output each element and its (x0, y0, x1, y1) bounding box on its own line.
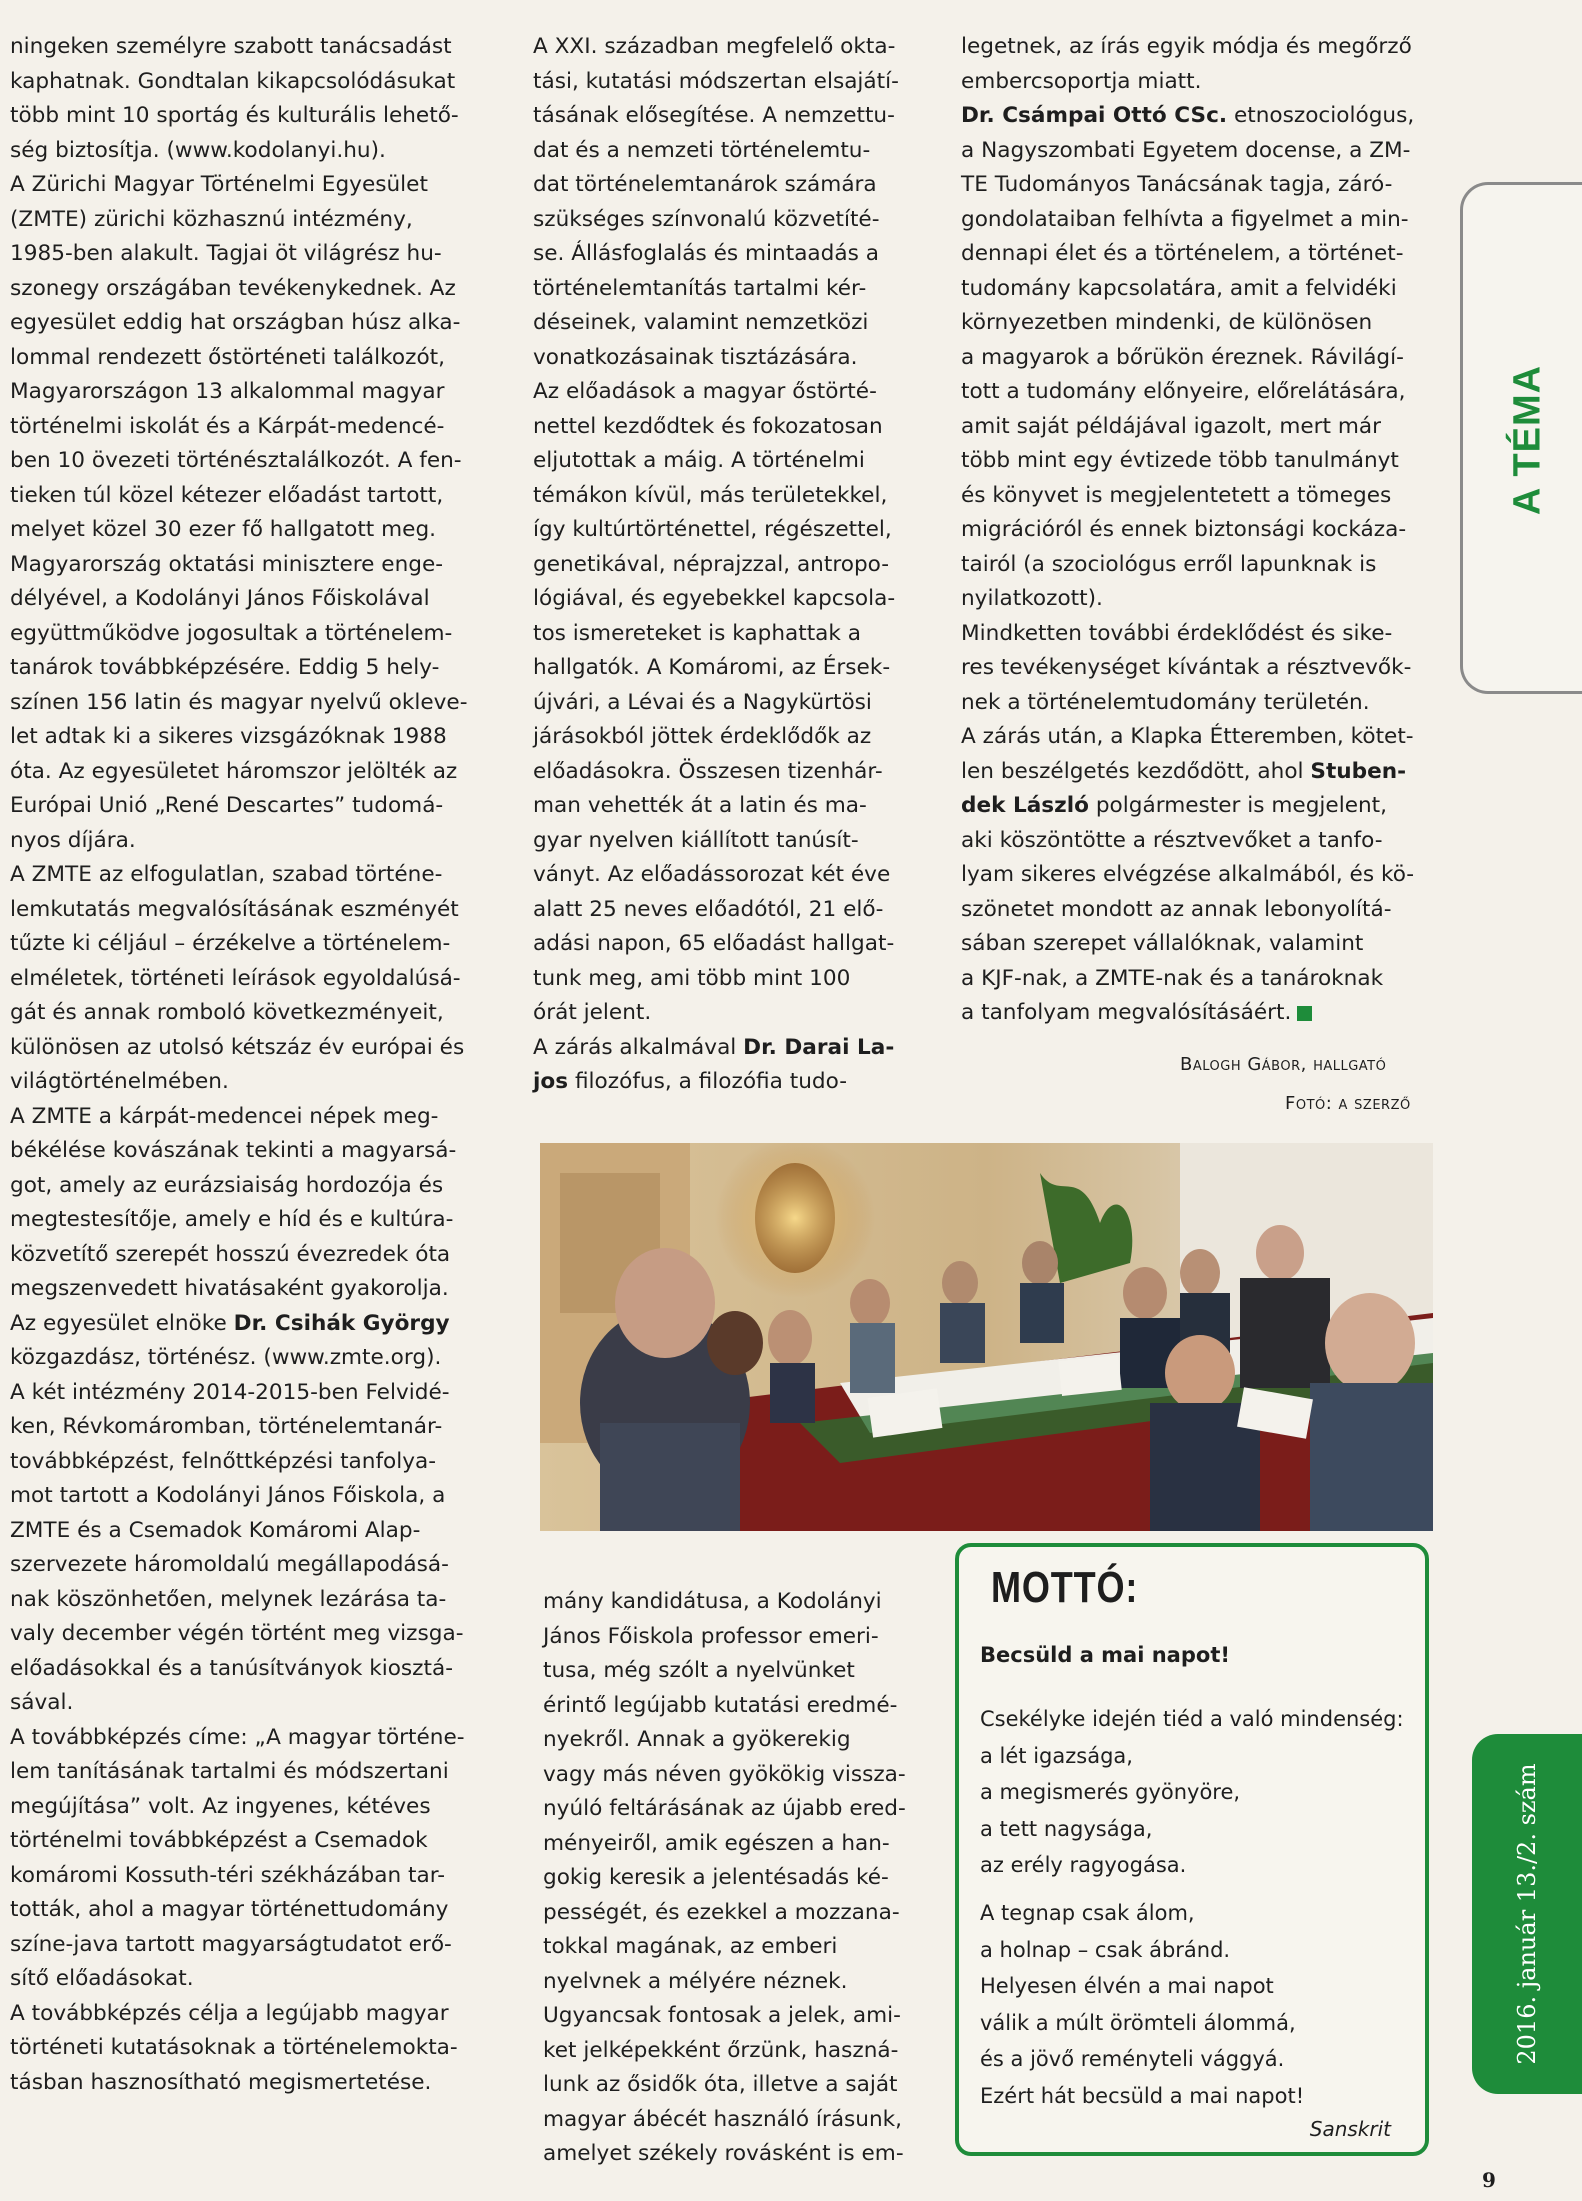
text-line: Ugyancsak fontosak a jelek, ami- (543, 2003, 901, 2028)
article-column-2-continued (543, 1585, 923, 2172)
text-line: közvetítő szerepét hosszú évezredek óta (10, 1241, 451, 1267)
person-name-stubendek: Stuben- (1310, 758, 1407, 784)
text-line: pességét, és ezekkel a mozzana- (543, 1899, 900, 1925)
text-line: nyos díjára. (10, 827, 136, 853)
text-line: A zárás után, a Klapka Étteremben, kötet- (961, 724, 1414, 749)
text-line: gondolataiban felhívta a figyelmet a min- (961, 206, 1409, 232)
text-line: tűzte ki céljául – érzékelve a történelem- (10, 931, 451, 956)
text-line: órát jelent. (533, 1000, 652, 1025)
text-line: tokkal magának, az emberi (543, 1934, 838, 1959)
poem-line: az erély ragyogása. (980, 1853, 1187, 1877)
text-line: tairól (a szociológus erről lapunknak is (961, 551, 1377, 577)
event-photo-drawing (540, 1143, 1433, 1531)
text-fragment: Az egyesület elnöke (10, 1310, 234, 1336)
text-line: legetnek, az írás egyik módja és megőrző (961, 34, 1412, 59)
text-line (961, 789, 1431, 824)
text-line: közgazdász, történész. (www.zmte.org). (10, 1345, 442, 1370)
text-fragment: filozófus, a filozófia tudo- (568, 1069, 847, 1094)
event-photo (540, 1143, 1433, 1531)
poem-line: Ezért hát becsüld a mai napot! (980, 2083, 1305, 2108)
text-line: A két intézmény 2014-2015-ben Felvidé- (10, 1379, 450, 1405)
text-line: A Zürichi Magyar Történelmi Egyesület (10, 172, 428, 197)
text-line: mot tartott a Kodolányi János Főiskola, a (10, 1483, 446, 1508)
text-line: hallgatók. A Komáromi, az Érsek- (533, 655, 891, 680)
text-line: TE Tudományos Tanácsának tagja, záró- (961, 172, 1393, 197)
text-line: tanárok továbbképzésére. Eddig 5 hely- (10, 655, 440, 680)
article-column-3 (961, 30, 1431, 1031)
text-line: tudomány kapcsolatára, amit a felvidéki (961, 275, 1397, 301)
poem-line: a lét igazsága, (980, 1743, 1133, 1768)
text-line: megszenvedett hivatásaként gyakorolja. (10, 1276, 449, 1301)
person-name-csampai: Dr. Csámpai Ottó CSc. (961, 103, 1228, 128)
text-line (10, 1307, 540, 1342)
article-end-square-icon (1297, 1006, 1312, 1021)
text-line: továbbképzést, felnőttképzési tanfolya- (10, 1448, 437, 1474)
text-line: vonatkozásainak tisztázására. (533, 344, 858, 370)
text-line: egyesület eddig hat országban húsz alka- (10, 310, 461, 335)
section-tab-label (1498, 364, 1558, 516)
text-line: genetikával, néprajzzal, antropo- (533, 551, 890, 577)
text-line: dat történelemtanárok számára (533, 172, 877, 197)
text-line: mány kandidátusa, a Kodolányi (543, 1589, 882, 1614)
text-line: együttműködve jogosultak a történelem- (10, 620, 453, 646)
photo-credit: Fotó: a szerző (1285, 1093, 1411, 1114)
text-line: tunk meg, ami több mint 100 (533, 965, 851, 991)
text-line: Európai Unió „René Descartes” tudomá- (10, 793, 444, 818)
poem-line: Helyesen élvén a mai napot (980, 1974, 1274, 1998)
text-line: szonegy országában tevékenykednek. Az (10, 275, 456, 301)
text-line: megújítása” volt. Az ingyenes, kétéves (10, 1793, 431, 1819)
text-line (533, 1065, 973, 1100)
text-line: nyúló feltárásának az újabb ered- (543, 1796, 906, 1821)
text-line: A XXI. században megfelelő okta- (533, 34, 896, 59)
text-fragment: etnoszociológus, (1227, 103, 1415, 128)
text-line: lógiával, és egyebekkel kapcsola- (533, 586, 896, 611)
text-line: nettel kezdődtek és fokozatosan (533, 413, 883, 439)
text-line: amelyet székely rovásként is em- (543, 2141, 904, 2166)
text-line: let adtak ki a sikeres vizsgázóknak 1988 (10, 724, 447, 749)
text-line: A továbbképzés célja a legújabb magyar (10, 2000, 449, 2026)
text-line: ket jelképekként őrzünk, haszná- (543, 2037, 899, 2063)
author-credit: Balogh Gábor, hallgató (1180, 1054, 1387, 1075)
text-line: nyelvnek a mélyére néznek. (543, 1968, 848, 1994)
text-line: színen 156 latin és magyar nyelvű okleve- (10, 689, 468, 715)
text-line: környezetben mindenki, de különösen (961, 310, 1373, 335)
text-line: lommal rendezett őstörténeti találkozót, (10, 344, 445, 370)
text-line: valy december végén történt meg vizsga- (10, 1621, 464, 1646)
text-line: alatt 25 neves előadótól, 21 elő- (533, 896, 884, 922)
text-line: nek a történelemtudomány területén. (961, 689, 1370, 715)
text-fragment: polgármester is megjelent, (1088, 793, 1387, 818)
text-line: a magyarok a bőrükön éreznek. Rávilágí- (961, 344, 1404, 370)
text-line: migrációról és ennek biztonsági kockáza- (961, 517, 1407, 542)
text-line: ken, Révkomáromban, történelemtanár- (10, 1414, 443, 1439)
text-line (533, 1031, 973, 1066)
text-line: vagy más néven gyökökig vissza- (543, 1761, 906, 1787)
text-line: Magyarországon 13 alkalommal magyar (10, 379, 445, 404)
text-line: Az előadások a magyar őstörté- (533, 379, 877, 404)
issue-tab-label (1472, 1734, 1582, 2094)
poem-line: Csekélyke idején tiéd a való mindenség: (980, 1707, 1404, 1731)
text-line: ség biztosítja. (www.kodolanyi.hu). (10, 137, 386, 163)
text-line: eljutottak a máig. A történelmi (533, 448, 865, 473)
text-line: előadásokkal és a tanúsítványok kiosztá- (10, 1655, 453, 1681)
poem-line: a tett nagysága, (980, 1816, 1153, 1841)
text-line: gokig keresik a jelentésadás ké- (543, 1865, 889, 1890)
text-line: gyar nyelven kiállított tanúsít- (533, 827, 859, 853)
text-line: világtörténelmében. (10, 1069, 229, 1094)
text-line: nyekről. Annak a gyökerekig (543, 1727, 851, 1752)
article-column-2 (533, 30, 973, 1100)
text-line: res tevékenységet kívántak a résztvevők- (961, 655, 1412, 680)
text-line: tásban hasznosítható megismertetése. (10, 2069, 432, 2095)
text-line: gát és annak romboló következményeit, (10, 1000, 444, 1025)
text-line: lyam sikeres elvégzése alkalmából, és kö- (961, 862, 1415, 887)
text-line: így kultúrtörténettel, régészettel, (533, 517, 892, 542)
text-line: ben 10 övezeti történésztalálkozót. A fen- (10, 448, 462, 473)
text-line: ményeiről, amik egészen a han- (543, 1830, 890, 1856)
text-line: Magyarország oktatási minisztere enge- (10, 551, 444, 577)
poem-line: a megismerés gyönyöre, (980, 1780, 1241, 1804)
text-line: déseinek, valamint nemzetközi (533, 310, 869, 335)
text-line: több mint 10 sportág és kulturális lehető- (10, 103, 459, 128)
text-line: ZMTE és a Csemadok Komáromi Alap- (10, 1517, 421, 1543)
person-name-darai: Dr. Darai La- (743, 1034, 895, 1060)
text-line: elméletek, történeti leírások egyoldalúsá- (10, 965, 461, 991)
text-line: ványt. Az előadássorozat két éve (533, 862, 891, 887)
text-line (961, 755, 1431, 790)
text-line: szükséges színvonalú közvetíté- (533, 206, 880, 232)
section-tab-text: A TÉMA (1506, 364, 1549, 516)
motto-title: MOTTÓ: (991, 1563, 1139, 1612)
text-line: tási, kutatási módszertan elsajátí- (533, 68, 899, 94)
text-fragment: a tanfolyam megvalósításáért. (961, 1000, 1292, 1025)
issue-date-text: 2016. január 13./2. szám (1513, 1763, 1541, 2065)
text-line: és könyvet is megjelentetett a tömeges (961, 482, 1392, 508)
text-line: Mindketten további érdeklődést és sike- (961, 620, 1393, 646)
poem-line: válik a múlt örömteli álommá, (980, 2010, 1296, 2035)
text-line: történelmi iskolát és a Kárpát-medencé- (10, 413, 445, 439)
motto-source: Sanskrit (1309, 2117, 1391, 2141)
text-line: szönetet mondott az annak lebonyolítá- (961, 896, 1392, 922)
text-line: tieken túl közel kétezer előadást tartott, (10, 482, 444, 508)
person-name-csihak: Dr. Csihák György (233, 1310, 450, 1336)
article-column-1 (10, 30, 540, 2100)
page-number: 9 (1482, 2168, 1496, 2192)
text-line: dat és a nemzeti történelemtu- (533, 137, 871, 163)
text-line: lunk az ősidők óta, illetve a saját (543, 2072, 898, 2097)
text-line: magyar ábécét használó írásunk, (543, 2106, 903, 2132)
text-line: történeti kutatásoknak a történelemokta- (10, 2035, 458, 2060)
text-line: amit saját példájával igazolt, mert már (961, 413, 1382, 439)
text-line: előadásokra. Összesen tizenhár- (533, 758, 883, 784)
text-line: szervezete háromoldalú megállapodásá- (10, 1552, 449, 1577)
motto-box (955, 1543, 1429, 2156)
text-line: járásokból jöttek érdeklődők az (533, 724, 872, 749)
text-line: kaphatnak. Gondtalan kikapcsolódásukat (10, 68, 456, 94)
text-line: János Főiskola professor emeri- (543, 1623, 879, 1649)
text-line: se. Állásfoglalás és mintaadás a (533, 241, 879, 266)
text-line: történelemtanítás tartalmi kér- (533, 275, 867, 301)
poem-line: a holnap – csak ábránd. (980, 1937, 1231, 1962)
person-name-stubendek-cont: dek László (961, 793, 1089, 818)
motto-stanza-2 (980, 1895, 1304, 2114)
text-line: sítő előadásokat. (10, 1966, 194, 1991)
text-line: újvári, a Lévai és a Nagykürtösi (533, 689, 872, 715)
text-line: óta. Az egyesületet háromszor jelölték az (10, 758, 458, 784)
text-line (961, 996, 1431, 1031)
text-line: A ZMTE a kárpát-medencei népek meg- (10, 1103, 439, 1129)
text-line (961, 99, 1431, 134)
person-name-darai-cont: jos (533, 1069, 569, 1094)
text-line: komáromi Kossuth-téri székházában tar- (10, 1862, 445, 1888)
text-line: sában szerepet vállalóknak, valamint (961, 931, 1364, 956)
text-line: embercsoportja miatt. (961, 68, 1202, 94)
text-line: aki köszöntötte a résztvevőket a tanfo- (961, 827, 1383, 853)
text-line: délyével, a Kodolányi János Főiskolával (10, 586, 430, 611)
text-line: sával. (10, 1690, 74, 1715)
text-line: több mint egy évtizede több tanulmányt (961, 448, 1399, 473)
poem-line: és a jövő reményteli vággyá. (980, 2047, 1285, 2071)
text-line: tusa, még szólt a nyelvünket (543, 1658, 855, 1683)
text-line: történelmi továbbképzést a Csemadok (10, 1828, 428, 1853)
text-line: A továbbképzés címe: „A magyar történe- (10, 1724, 465, 1750)
text-line: tos ismereteket is kaphattak a (533, 620, 862, 646)
motto-stanza-1 (980, 1701, 1404, 1884)
text-line: nak köszönhetően, melynek lezárása ta- (10, 1586, 447, 1612)
text-line: a KJF-nak, a ZMTE-nak és a tanároknak (961, 965, 1384, 991)
text-line: melyet közel 30 ezer fő hallgatott meg. (10, 517, 437, 542)
motto-subtitle: Becsüld a mai napot! (980, 1643, 1230, 1667)
text-line: a Nagyszombati Egyetem docense, a ZM- (961, 137, 1411, 163)
text-fragment: A zárás alkalmával (533, 1034, 744, 1060)
text-line: érintő legújabb kutatási eredmé- (543, 1692, 898, 1718)
text-line: lem tanításának tartalmi és módszertani (10, 1759, 449, 1784)
poem-line: A tegnap csak álom, (980, 1901, 1195, 1925)
text-line: tott a tudomány előnyeire, előrelátására, (961, 379, 1406, 404)
text-line: tásának elősegítése. A nemzettu- (533, 103, 895, 128)
text-line: lemkutatás megvalósításának eszményét (10, 896, 459, 922)
text-fragment: len beszélgetés kezdődött, ahol (961, 758, 1311, 784)
text-line: nyilatkozott). (961, 586, 1103, 611)
text-line: különösen az utolsó kétszáz év európai és (10, 1034, 465, 1060)
text-line: megtestesítője, amely e híd és e kultúra- (10, 1207, 454, 1232)
text-line: dennapi élet és a történelem, a történet- (961, 241, 1404, 266)
text-line: tották, ahol a magyar történettudomány (10, 1897, 449, 1922)
text-line: man vehették át a latin és ma- (533, 793, 867, 818)
text-line: got, amely az eurázsiaiság hordozója és (10, 1172, 444, 1198)
text-line: témákon kívül, más területekkel, (533, 482, 888, 508)
text-line: 1985-ben alakult. Tagjai öt világrész hu- (10, 241, 442, 266)
text-line: színe-java tartott magyarságtudatot erő- (10, 1931, 452, 1957)
text-line: békélése kovászának tekinti a magyarsá- (10, 1138, 457, 1163)
text-line: A ZMTE az elfogulatlan, szabad történe- (10, 862, 443, 887)
text-line: adási napon, 65 előadást hallgat- (533, 931, 895, 956)
text-line: (ZMTE) zürichi közhasznú intézmény, (10, 206, 413, 232)
text-line: ningeken személyre szabott tanácsadást (10, 34, 452, 59)
